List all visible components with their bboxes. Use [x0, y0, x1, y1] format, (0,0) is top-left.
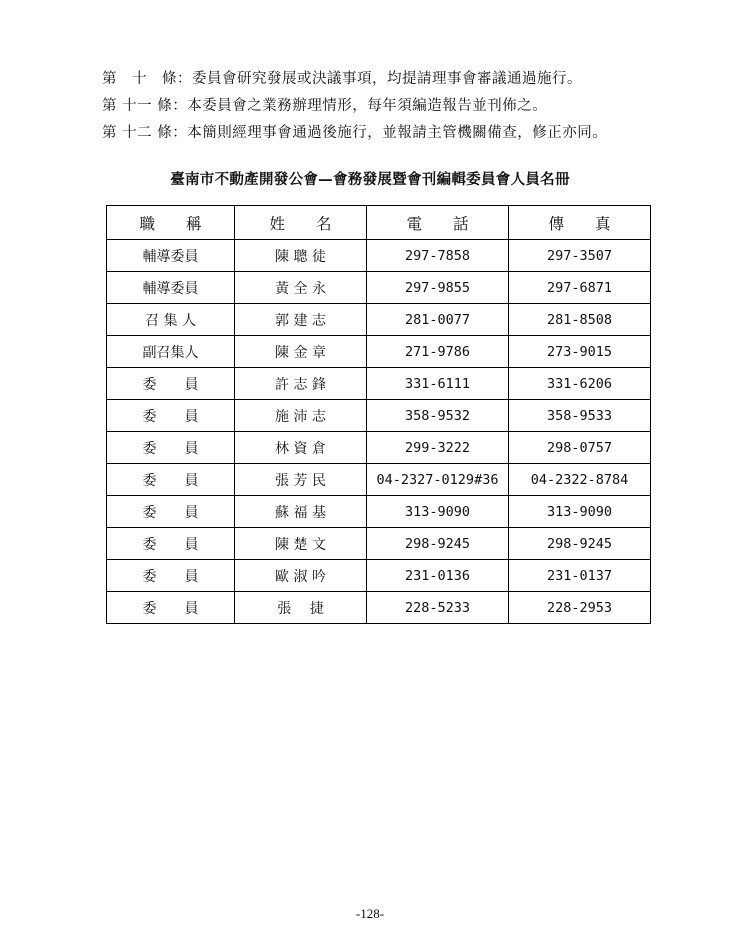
table-row: [107, 432, 651, 464]
cell-phone: 231-0136: [367, 560, 509, 592]
cell-fax: 04-2322-8784: [509, 464, 651, 496]
article-list: [102, 66, 702, 147]
header-fax: 傳 真: [509, 206, 651, 240]
cell-phone: 297-7858: [367, 240, 509, 272]
cell-phone: 297-9855: [367, 272, 509, 304]
table-row: [107, 336, 651, 368]
table-row: [107, 400, 651, 432]
cell-title: 委 員: [107, 560, 235, 592]
cell-name: 施 沛 志: [235, 400, 367, 432]
cell-phone: 04-2327-0129#36: [367, 464, 509, 496]
table-row: [107, 496, 651, 528]
table-title: 臺南市不動產開發公會—會務發展暨會刊編輯委員會人員名冊: [170, 171, 570, 188]
table-row: [107, 272, 651, 304]
cell-phone: 228-5233: [367, 592, 509, 624]
header-phone: 電 話: [367, 206, 509, 240]
header-name: 姓 名: [235, 206, 367, 240]
cell-fax: 297-3507: [509, 240, 651, 272]
cell-phone: 271-9786: [367, 336, 509, 368]
table-row: [107, 304, 651, 336]
cell-title: 輔導委員: [107, 240, 235, 272]
table-row: [107, 240, 651, 272]
cell-phone: 358-9532: [367, 400, 509, 432]
cell-fax: 273-9015: [509, 336, 651, 368]
article-10: 第 十 條：委員會研究發展或決議事項，均提請理事會審議通過施行。: [102, 71, 582, 87]
page-number: -128-: [355, 906, 385, 921]
cell-title: 委 員: [107, 368, 235, 400]
cell-fax: 281-8508: [509, 304, 651, 336]
cell-phone: 298-9245: [367, 528, 509, 560]
cell-name: 陳 聰 徒: [235, 240, 367, 272]
cell-phone: 331-6111: [367, 368, 509, 400]
cell-name: 歐 淑 吟: [235, 560, 367, 592]
cell-fax: 331-6206: [509, 368, 651, 400]
table-row: [107, 368, 651, 400]
cell-name: 張 芳 民: [235, 464, 367, 496]
cell-fax: 297-6871: [509, 272, 651, 304]
cell-fax: 358-9533: [509, 400, 651, 432]
cell-name: 林 資 倉: [235, 432, 367, 464]
cell-name: 陳 金 章: [235, 336, 367, 368]
cell-title: 輔導委員: [107, 272, 235, 304]
cell-fax: 298-0757: [509, 432, 651, 464]
table-row: [107, 592, 651, 624]
cell-phone: 281-0077: [367, 304, 509, 336]
cell-fax: 231-0137: [509, 560, 651, 592]
cell-fax: 298-9245: [509, 528, 651, 560]
cell-title: 委 員: [107, 464, 235, 496]
table-row: [107, 528, 651, 560]
cell-title: 委 員: [107, 592, 235, 624]
cell-title: 委 員: [107, 400, 235, 432]
table-header-row: [107, 206, 651, 240]
cell-name: 郭 建 志: [235, 304, 367, 336]
cell-name: 蘇 福 基: [235, 496, 367, 528]
table-body: [107, 240, 651, 624]
committee-roster-table: [106, 205, 651, 624]
cell-fax: 228-2953: [509, 592, 651, 624]
table-row: [107, 464, 651, 496]
article-12: 第 十二 條：本簡則經理事會通過後施行，並報請主管機關備查，修正亦同。: [102, 125, 608, 141]
cell-title: 委 員: [107, 496, 235, 528]
table-row: [107, 560, 651, 592]
cell-name: 張 捷: [235, 592, 367, 624]
article-11: 第 十一 條：本委員會之業務辦理情形，每年須編造報告並刊佈之。: [102, 98, 548, 114]
cell-title: 委 員: [107, 432, 235, 464]
cell-title: 委 員: [107, 528, 235, 560]
cell-phone: 299-3222: [367, 432, 509, 464]
cell-phone: 313-9090: [367, 496, 509, 528]
cell-name: 陳 楚 文: [235, 528, 367, 560]
cell-title: 副召集人: [107, 336, 235, 368]
cell-title: 召 集 人: [107, 304, 235, 336]
cell-name: 許 志 鋒: [235, 368, 367, 400]
cell-fax: 313-9090: [509, 496, 651, 528]
header-title: 職 稱: [107, 206, 235, 240]
cell-name: 黃 全 永: [235, 272, 367, 304]
